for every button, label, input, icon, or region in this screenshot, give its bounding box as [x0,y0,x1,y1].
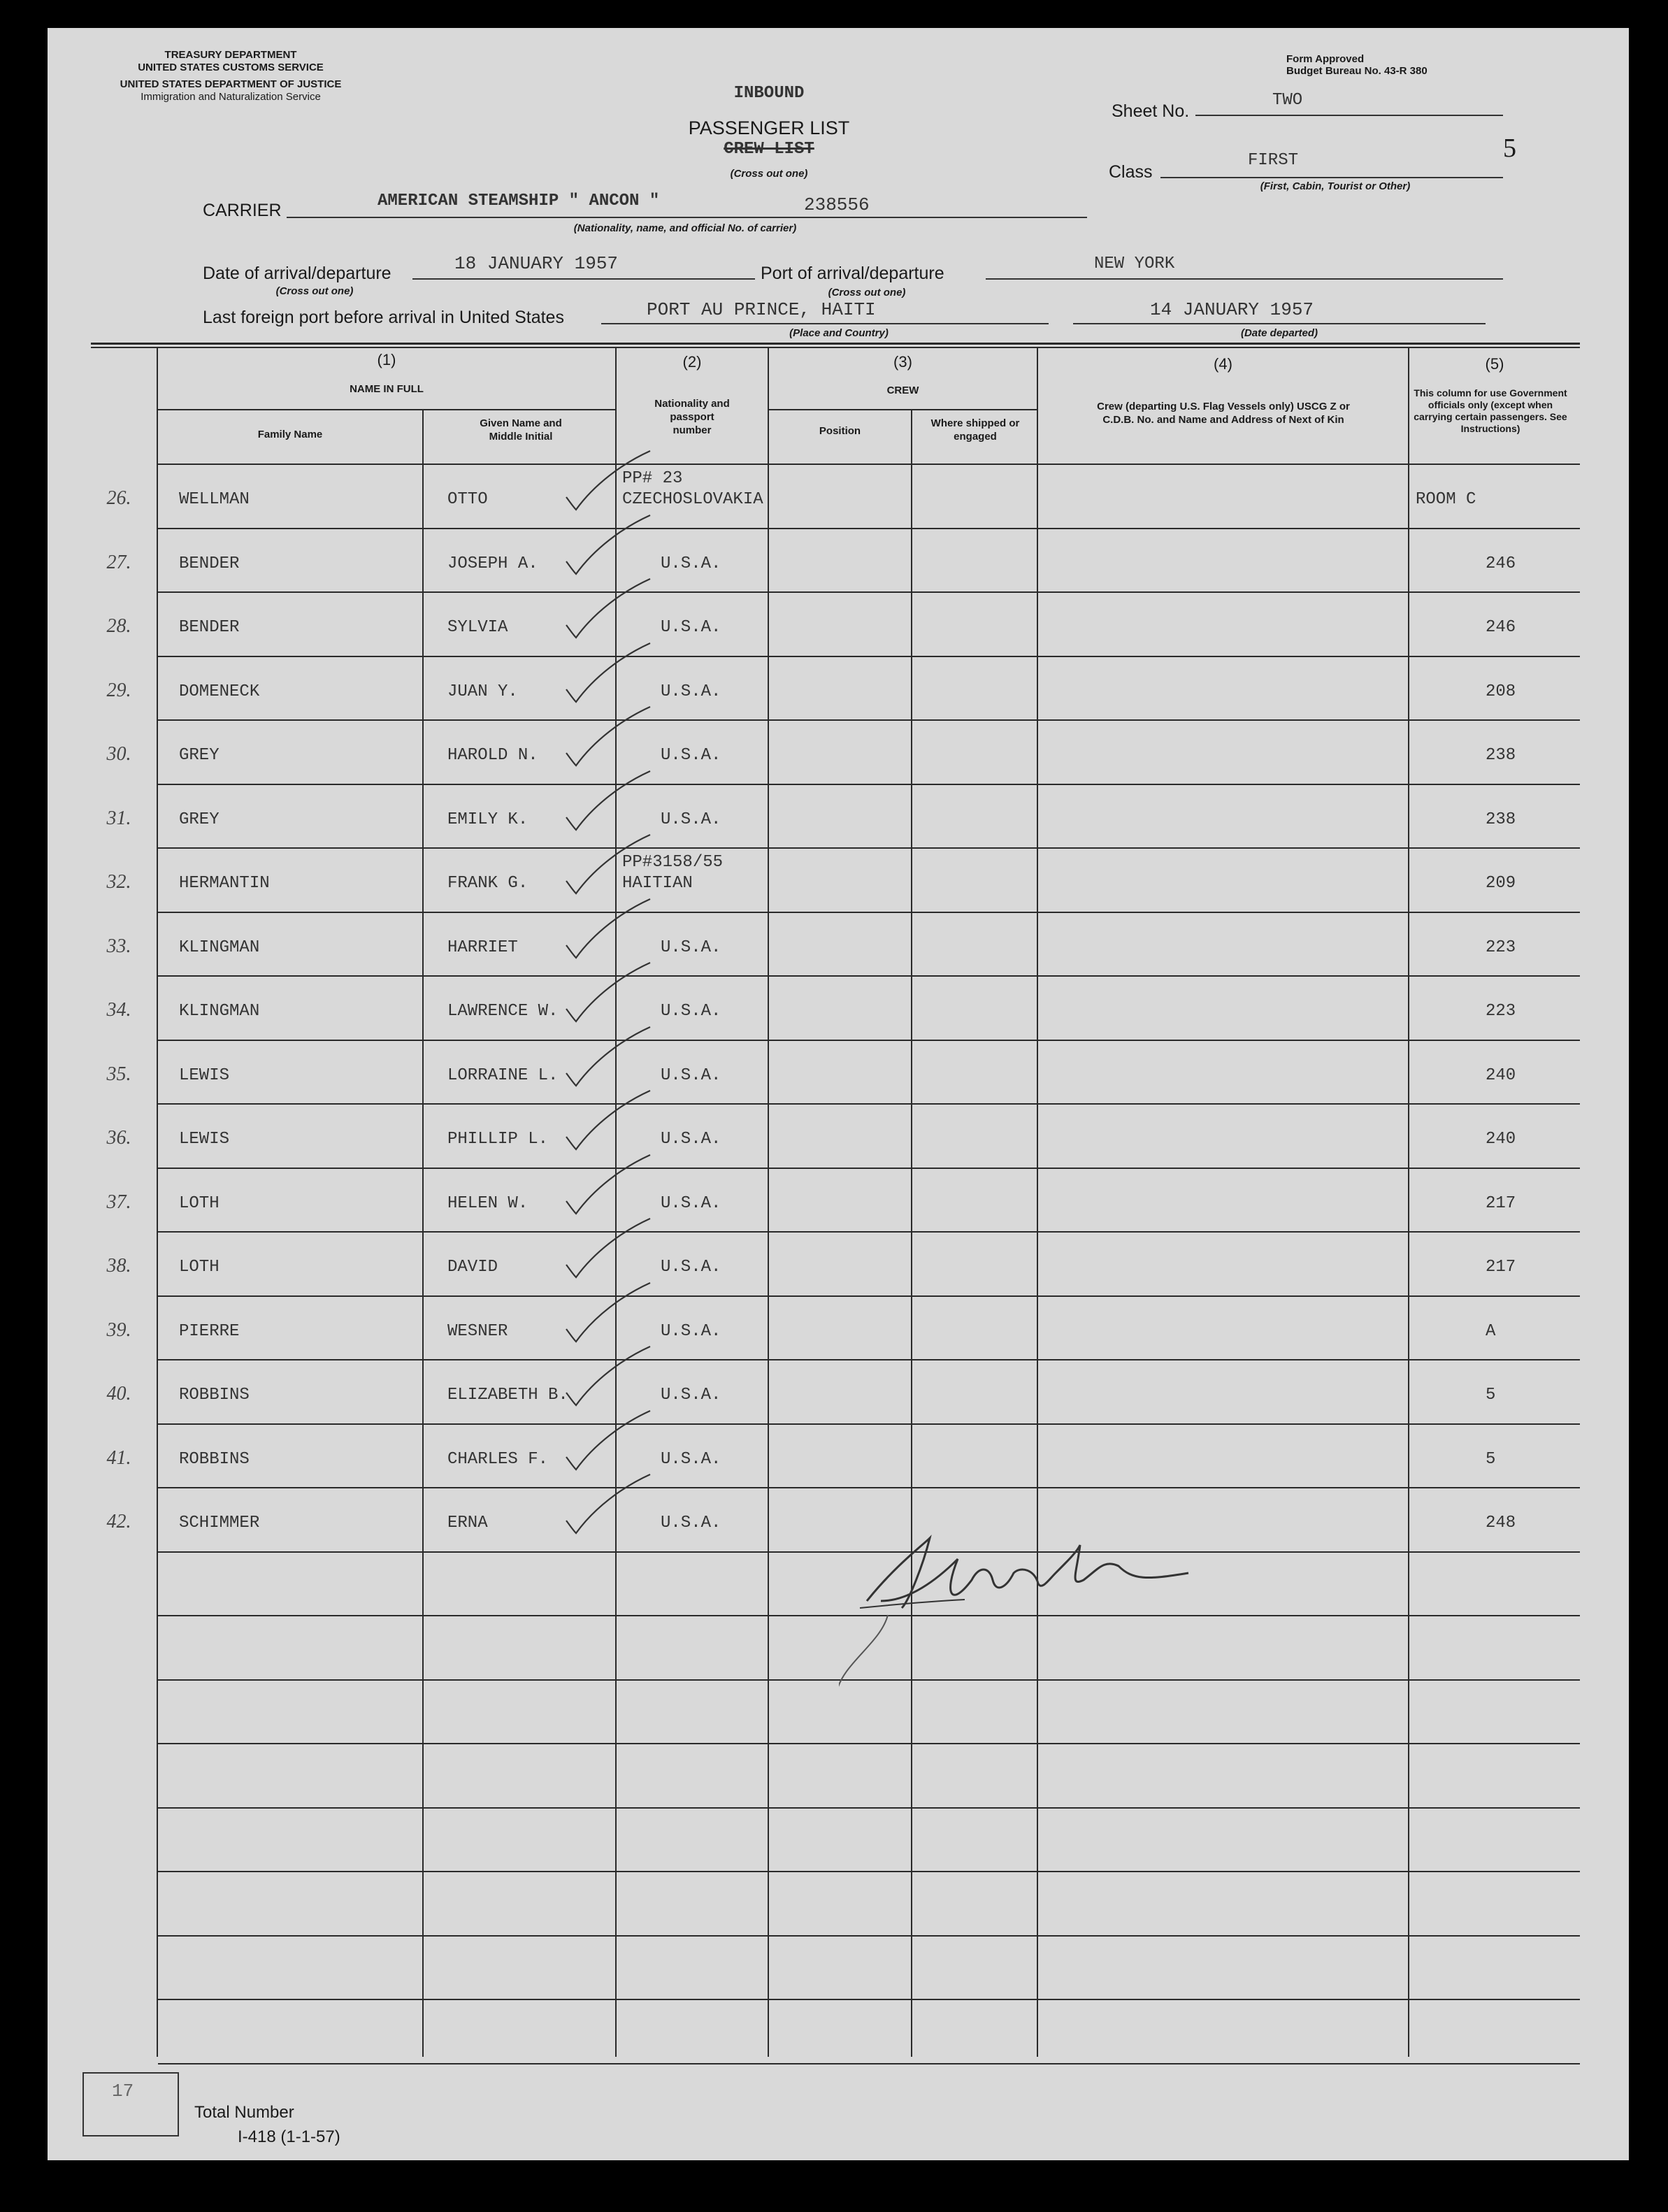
col4-number: (4) [1214,355,1232,373]
row-divider [158,591,1580,593]
cross-out-hint: (Cross out one) [730,168,808,180]
family-name-cell: LEWIS [179,1130,230,1149]
row-number: 28. [106,615,131,637]
government-use-cell: 248 [1486,1514,1516,1532]
family-name-cell: GREY [179,810,220,829]
family-name-cell: SCHIMMER [179,1514,260,1532]
row-number: 30. [106,743,131,765]
row-divider [158,1359,1580,1360]
row-divider [158,1871,1580,1872]
budget-bureau: Budget Bureau No. 43-R 380 [1286,65,1428,77]
family-name-cell: ROBBINS [179,1386,250,1405]
family-name-cell: BENDER [179,618,240,637]
col3-where-header: Where shipped or engaged [930,417,1020,443]
given-name-cell: ELIZABETH B. [447,1386,568,1405]
date-departed-value: 14 JANUARY 1957 [1150,299,1314,320]
government-use-cell: 246 [1486,618,1516,637]
total-label: Total Number [194,2103,294,2122]
nationality-cell: U.S.A. [661,938,721,957]
nationality-cell: U.S.A. [661,1130,721,1149]
row-number: 31. [106,807,131,829]
nationality-cell: U.S.A. [661,554,721,573]
sheet-value: TWO [1272,91,1303,110]
row-number: 32. [106,871,131,893]
passport-number-cell: PP#3158/55 [622,853,724,872]
form-type: INBOUND [733,84,805,103]
carrier-value: AMERICAN STEAMSHIP " ANCON " [378,192,660,210]
row-divider [158,719,1580,721]
government-use-cell: 217 [1486,1258,1516,1277]
nationality-cell: U.S.A. [661,1002,721,1021]
given-name-cell: OTTO [447,490,488,509]
col2-number: (2) [682,353,702,371]
government-use-cell: 240 [1486,1066,1516,1085]
government-use-cell: 238 [1486,810,1516,829]
foreign-port-hint: (Place and Country) [789,327,889,339]
given-name-cell: CHARLES F. [447,1450,549,1469]
row-number: 37. [106,1191,131,1213]
row-number: 34. [106,999,131,1021]
given-name-cell: JUAN Y. [447,682,518,701]
date-departed-hint: (Date departed) [1240,327,1318,339]
carrier-number: 238556 [804,194,870,215]
government-use-cell: 208 [1486,682,1516,701]
agency-line-1: TREASURY DEPARTMENT [164,49,297,61]
government-use-cell: 5 [1486,1386,1496,1405]
nationality-cell: CZECHOSLOVAKIA [622,490,763,509]
form-title: PASSENGER LIST [688,117,850,138]
date-hint: (Cross out one) [275,285,354,297]
row-divider [158,784,1580,785]
nationality-cell: U.S.A. [661,1386,721,1405]
family-name-cell: GREY [179,746,220,765]
government-use-cell: A [1486,1322,1496,1341]
port-hint: (Cross out one) [828,287,906,299]
row-number: 27. [106,552,131,573]
government-use-cell: 223 [1486,1002,1516,1021]
page-number: 5 [1503,134,1516,163]
passport-number-cell: PP# 23 [622,469,683,488]
crew-list-struck: CREW LIST [724,140,814,159]
family-name-cell: PIERRE [179,1322,240,1341]
given-name-cell: LAWRENCE W. [447,1002,559,1021]
family-name-cell: LOTH [179,1258,220,1277]
row-divider [158,2063,1580,2064]
family-name-cell: BENDER [179,554,240,573]
carrier-hint: (Nationality, name, and official No. of carrier) [573,222,797,234]
given-name-cell: PHILLIP L. [447,1130,549,1149]
col4-title: Crew (departing U.S. Flag Vessels only) USCG Z or C.D.B. No. and Name and Address of Next of Kin [1097,401,1350,426]
col3-position-header: Position [819,425,861,437]
given-name-cell: HARRIET [447,938,518,957]
government-use-cell: ROOM C [1416,490,1476,509]
col5-number: (5) [1485,355,1504,373]
nationality-cell: U.S.A. [661,746,721,765]
col1-given-header: Given Name and Middle Initial [480,417,562,443]
government-use-cell: 5 [1486,1450,1496,1469]
row-number: 26. [106,487,131,509]
form-approved: Form Approved [1286,53,1365,65]
nationality-cell: U.S.A. [661,1066,721,1085]
row-number: 42. [106,1511,131,1532]
col3-title: CREW [886,385,919,396]
family-name-cell: LEWIS [179,1066,230,1085]
port-value: NEW YORK [1094,254,1175,273]
nationality-cell: U.S.A. [661,1194,721,1213]
row-number: 40. [106,1383,131,1405]
family-name-cell: LOTH [179,1194,220,1213]
date-value: 18 JANUARY 1957 [454,253,619,274]
row-divider [158,1935,1580,1937]
row-divider [158,528,1580,529]
date-label: Date of arrival/departure [203,264,391,283]
class-value: FIRST [1248,151,1299,170]
given-name-cell: JOSEPH A. [447,554,538,573]
row-divider [158,1295,1580,1297]
row-divider [158,1423,1580,1425]
class-hint: (First, Cabin, Tourist or Other) [1260,180,1411,192]
family-name-cell: KLINGMAN [179,938,260,957]
row-number: 33. [106,935,131,957]
nationality-cell: U.S.A. [661,810,721,829]
family-name-cell: ROBBINS [179,1450,250,1469]
row-divider [158,1168,1580,1169]
family-name-cell: HERMANTIN [179,874,270,893]
row-divider [158,1999,1580,2000]
nationality-cell: U.S.A. [661,682,721,701]
government-use-cell: 240 [1486,1130,1516,1149]
col2-title: Nationality and passport number [654,398,730,436]
agency-line-2: UNITED STATES CUSTOMS SERVICE [138,62,324,73]
total-box [82,2072,179,2136]
government-use-cell: 246 [1486,554,1516,573]
form-number: I-418 (1-1-57) [238,2127,340,2146]
signature-image [839,1503,1230,1699]
nationality-cell: U.S.A. [661,1258,721,1277]
government-use-cell: 217 [1486,1194,1516,1213]
government-use-cell: 238 [1486,746,1516,765]
check-mark-icon [552,1466,657,1543]
row-number: 39. [106,1319,131,1341]
carrier-label: CARRIER [203,201,282,220]
row-divider [158,975,1580,977]
col1-title: NAME IN FULL [350,383,424,395]
row-number: 41. [106,1447,131,1469]
col5-title: This column for use Government officials only (except when carrying certain passengers. See Instructions) [1414,387,1567,434]
row-divider [158,1103,1580,1105]
row-divider [158,847,1580,849]
agency-line-4: Immigration and Naturalization Service [141,91,321,103]
row-divider [158,1040,1580,1041]
row-divider [158,912,1580,913]
given-name-cell: DAVID [447,1258,498,1277]
given-name-cell: LORRAINE L. [447,1066,559,1085]
foreign-port-value: PORT AU PRINCE, HAITI [647,299,876,320]
row-divider [158,1231,1580,1233]
nationality-cell: HAITIAN [622,874,693,893]
row-divider [158,1807,1580,1809]
col1-number: (1) [377,351,396,368]
given-name-cell: EMILY K. [447,810,529,829]
given-name-cell: SYLVIA [447,618,508,637]
given-name-cell: FRANK G. [447,874,529,893]
given-name-cell: HAROLD N. [447,746,538,765]
row-divider [158,1743,1580,1744]
sheet-label: Sheet No. [1112,101,1190,121]
row-number: 35. [106,1063,131,1085]
nationality-cell: U.S.A. [661,1514,721,1532]
total-value: 17 [112,2081,134,2102]
family-name-cell: WELLMAN [179,490,250,509]
col1-family-header: Family Name [257,429,323,440]
given-name-cell: HELEN W. [447,1194,529,1213]
agency-line-3: UNITED STATES DEPARTMENT OF JUSTICE [120,78,342,90]
government-use-cell: 209 [1486,874,1516,893]
class-label: Class [1109,162,1153,182]
col3-number: (3) [893,353,912,371]
row-number: 36. [106,1127,131,1149]
family-name-cell: KLINGMAN [179,1002,260,1021]
family-name-cell: DOMENECK [179,682,260,701]
government-use-cell: 223 [1486,938,1516,957]
row-divider [158,656,1580,657]
foreign-port-label: Last foreign port before arrival in United States [203,308,564,327]
row-number: 38. [106,1255,131,1277]
nationality-cell: U.S.A. [661,1450,721,1469]
row-divider [158,1487,1580,1488]
port-label: Port of arrival/departure [761,264,944,283]
row-number: 29. [106,680,131,701]
nationality-cell: U.S.A. [661,618,721,637]
given-name-cell: ERNA [447,1514,488,1532]
agency-block [84,49,378,103]
given-name-cell: WESNER [447,1322,508,1341]
nationality-cell: U.S.A. [661,1322,721,1341]
